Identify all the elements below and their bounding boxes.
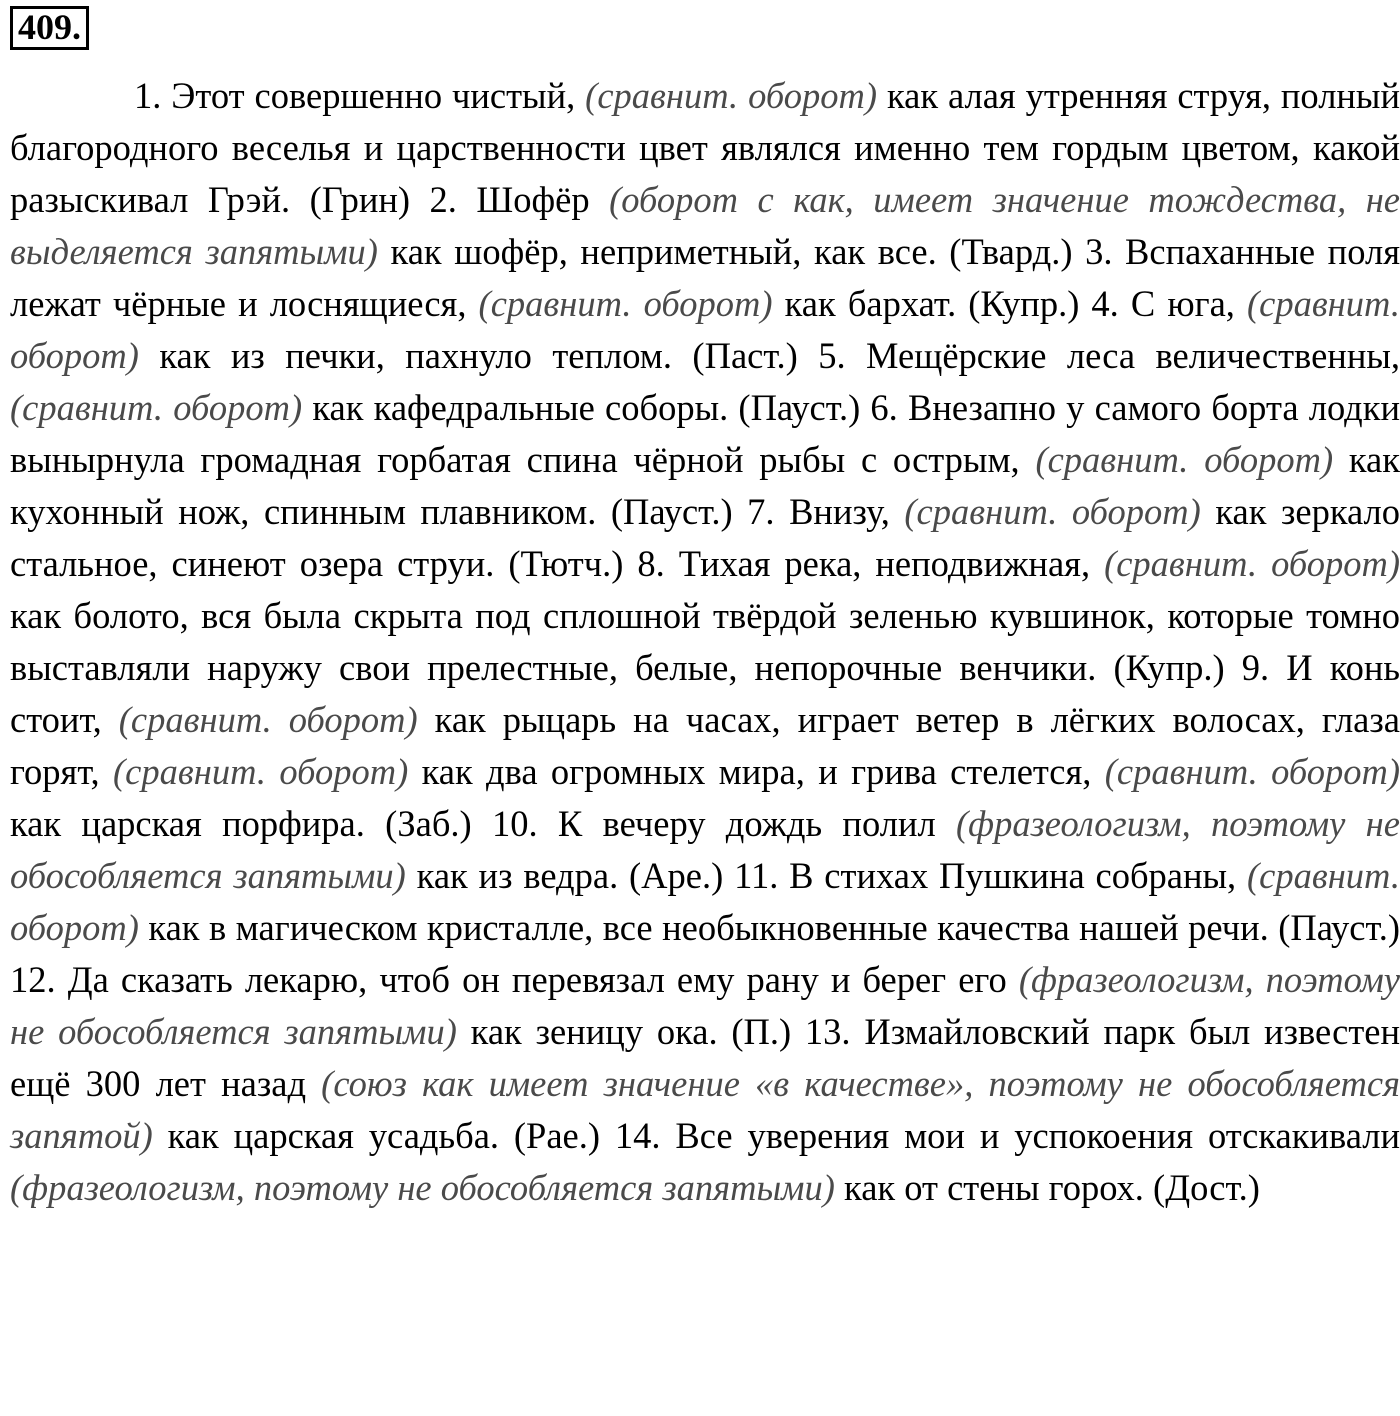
text-segment: как зеницу ока. (П.) 13. Измайловский парк был известен ещё 300 лет назад — [10, 1011, 1400, 1104]
annotation-note: (оборот с как, имеет значение тождества, не выделяется запятыми) — [10, 179, 1400, 272]
annotation-note: (союз как имеет значение «в качестве», поэтому не обособляется запятой) — [10, 1063, 1400, 1156]
annotation-note: (сравнит. оборот) — [118, 699, 418, 740]
annotation-note: (сравнит. оборот) — [1104, 751, 1400, 792]
annotation-note: (сравнит. оборот) — [10, 387, 303, 428]
exercise-text — [10, 70, 1400, 1214]
text-segment: как рыцарь на часах, играет ветер в лёгких волосах, глаза горят, — [10, 699, 1400, 792]
annotation-note: (сравнит. оборот) — [904, 491, 1201, 532]
annotation-note: (сравнит. оборот) — [113, 751, 409, 792]
annotation-note: (фразеологизм, поэтому не обособляется запятыми) — [10, 1167, 835, 1208]
annotation-note: (сравнит. оборот) — [585, 75, 878, 116]
text-segment: как в магическом кристалле, все необыкновенные качества нашей речи. (Пауст.) 12. Да сказать лекарю, чтоб он перевязал ему рану и берег его — [10, 907, 1400, 1000]
text-segment: как кухонный нож, спинным плавником. (Пауст.) 7. Внизу, — [10, 439, 1400, 532]
annotation-note: (сравнит. оборот) — [10, 283, 1400, 376]
text-segment: как от стены горох. (Дост.) — [834, 1167, 1260, 1208]
text-segment: как из ведра. (Аре.) 11. В стихах Пушкина собраны, — [405, 855, 1247, 896]
annotation-note: (фразеологизм, поэтому не обособляется запятыми) — [10, 959, 1400, 1052]
text-segment: как зеркало стальное, синеют озера струи. (Тютч.) 8. Тихая река, неподвижная, — [10, 491, 1400, 584]
annotation-note: (сравнит. оборот) — [1035, 439, 1334, 480]
text-segment: как кафедральные соборы. (Пауст.) 6. Внезапно у самого борта лодки вынырнула громадная горбатая спина чёрной рыбы с острым, — [10, 387, 1400, 480]
annotation-note: (сравнит. оборот) — [10, 855, 1400, 948]
text-segment: как из печки, пахнуло теплом. (Паст.) 5. Мещёрские леса величественны, — [138, 335, 1400, 376]
text-segment: как два огромных мира, и грива стелется, — [408, 751, 1105, 792]
annotation-note: (сравнит. оборот) — [1104, 543, 1400, 584]
text-segment: как царская усадьба. (Рае.) 14. Все уверения мои и успокоения отскакивали — [152, 1115, 1400, 1156]
text-segment: как бархат. (Купр.) 4. С юга, — [772, 283, 1247, 324]
annotation-note: (фразеологизм, поэтому не обособляется запятыми) — [10, 803, 1400, 896]
text-segment: 1. Этот совершенно чистый, — [134, 75, 586, 116]
annotation-note: (сравнит. оборот) — [478, 283, 773, 324]
text-segment: как алая утренняя струя, полный благородного веселья и царственности цвет являлся именно тем гордым цветом, какой разыскивал Грэй. (Грин) 2. Шофёр — [10, 75, 1400, 220]
text-segment: как шофёр, неприметный, как все. (Твард.) 3. Вспаханные поля лежат чёрные и лоснящиеся, — [10, 231, 1400, 324]
text-segment: как болото, вся была скрыта под сплошной твёрдой зеленью кувшинок, которые томно выставляли наружу свои прелестные, белые, непорочные венчики. (Купр.) 9. И конь стоит, — [10, 595, 1400, 740]
exercise-number: 409. — [10, 6, 89, 50]
text-segment: как царская порфира. (Заб.) 10. К вечеру дождь полил — [10, 803, 956, 844]
